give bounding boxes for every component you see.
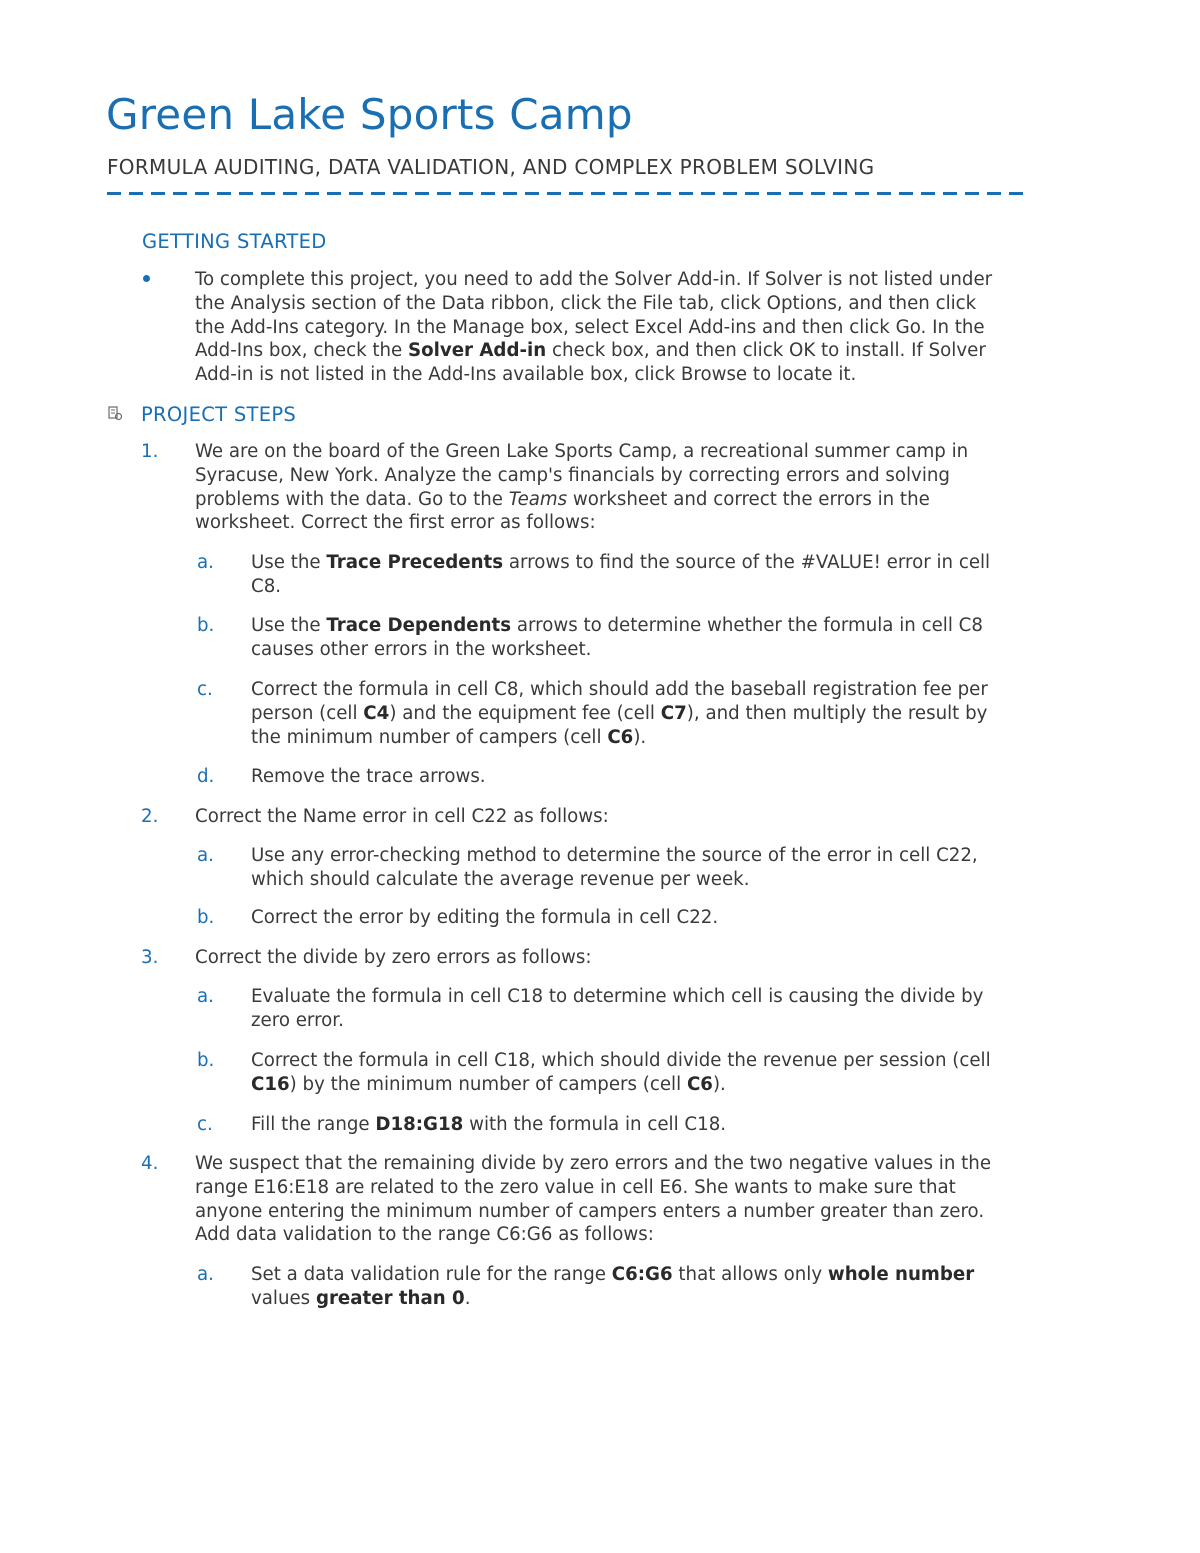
project-steps-heading: PROJECT STEPS <box>141 403 297 426</box>
substep-letter: b. <box>197 1050 215 1071</box>
bullet-dot-icon <box>143 275 150 282</box>
step-number: 2. <box>141 806 159 827</box>
getting-started-heading: GETTING STARTED <box>142 230 327 253</box>
step4-text: We suspect that the remaining divide by zero errors and the two negative values in the range E16:E18 are related to the zero value in cell E6. She wants to make sure that anyone entering the minimum number of campers enters a number greater than zero. Add data validation to the range C6:G6 as follows: <box>195 1153 992 1246</box>
step1c-text: Correct the formula in cell C8, which should add the baseball registration fee per person (cell C4) and the equipment fee (cell C7), and then multiply the result by the minimum number of campers (cell C6). <box>251 679 988 748</box>
document-subtitle: FORMULA AUDITING, DATA VALIDATION, AND COMPLEX PROBLEM SOLVING <box>107 155 875 179</box>
dashed-divider <box>107 192 1025 195</box>
step-number: 1. <box>141 441 159 462</box>
substep-letter: a. <box>197 986 214 1007</box>
solver-addin-bold: Solver Add-in <box>408 340 547 362</box>
step3a-text: Evaluate the formula in cell C18 to determine which cell is causing the divide by zero error. <box>251 986 984 1031</box>
teams-worksheet-name: Teams <box>508 488 568 510</box>
step1b-text: Use the Trace Dependents arrows to determine whether the formula in cell C8 causes other errors in the worksheet. <box>251 615 983 660</box>
step2-text: Correct the Name error in cell C22 as follows: <box>195 806 609 827</box>
step3c-text: Fill the range D18:G18 with the formula in cell C18. <box>251 1114 727 1135</box>
step-number: 4. <box>141 1153 159 1174</box>
bullet-line: To complete this project, you need to add the Solver Add-in. If Solver is not listed under <box>195 269 993 290</box>
bullet-line: Add-in is not listed in the Add-Ins available box, click Browse to locate it. <box>195 364 857 386</box>
step3-text: Correct the divide by zero errors as follows: <box>195 947 592 968</box>
step2b-text: Correct the error by editing the formula in cell C22. <box>251 907 719 928</box>
step1-text: We are on the board of the Green Lake Sports Camp, a recreational summer camp in Syracuse, New York. Analyze the camp's financials by correcting errors and solving problems with the data. Go to the Teams worksheet and correct the errors in the worksheet. Correct the first error as follows: <box>195 441 969 534</box>
bullet-line: the Add-Ins category. In the Manage box, select Excel Add-ins and then click Go. In the <box>195 316 985 338</box>
substep-letter: b. <box>197 615 215 636</box>
substep-letter: a. <box>197 552 214 573</box>
step4a-text: Set a data validation rule for the range C6:G6 that allows only whole number values greater than 0. <box>251 1264 975 1309</box>
substep-letter: a. <box>197 845 214 866</box>
step1d-text: Remove the trace arrows. <box>251 766 486 787</box>
document-title: Green Lake Sports Camp <box>106 90 633 139</box>
step3b-text: Correct the formula in cell C18, which should divide the revenue per session (cell C16) by the minimum number of campers (cell C6). <box>251 1050 991 1095</box>
substep-letter: c. <box>197 679 213 700</box>
substep-letter: d. <box>197 766 215 787</box>
substep-letter: c. <box>197 1114 213 1135</box>
step1a-text: Use the Trace Precedents arrows to find the source of the #VALUE! error in cell C8. <box>251 552 991 597</box>
step2a-text: Use any error-checking method to determine the source of the error in cell C22, which should calculate the average revenue per week. <box>251 845 978 890</box>
getting-started-bullet-text <box>195 268 992 387</box>
bullet-line: Add-Ins box, check the Solver Add-in check box, and then click OK to install. If Solver <box>195 340 986 362</box>
substep-letter: a. <box>197 1264 214 1285</box>
step-number: 3. <box>141 947 159 968</box>
project-steps-icon <box>107 405 123 421</box>
substep-letter: b. <box>197 907 215 928</box>
bullet-line: the Analysis section of the Data ribbon, click the File tab, click Options, and then click <box>195 292 977 314</box>
